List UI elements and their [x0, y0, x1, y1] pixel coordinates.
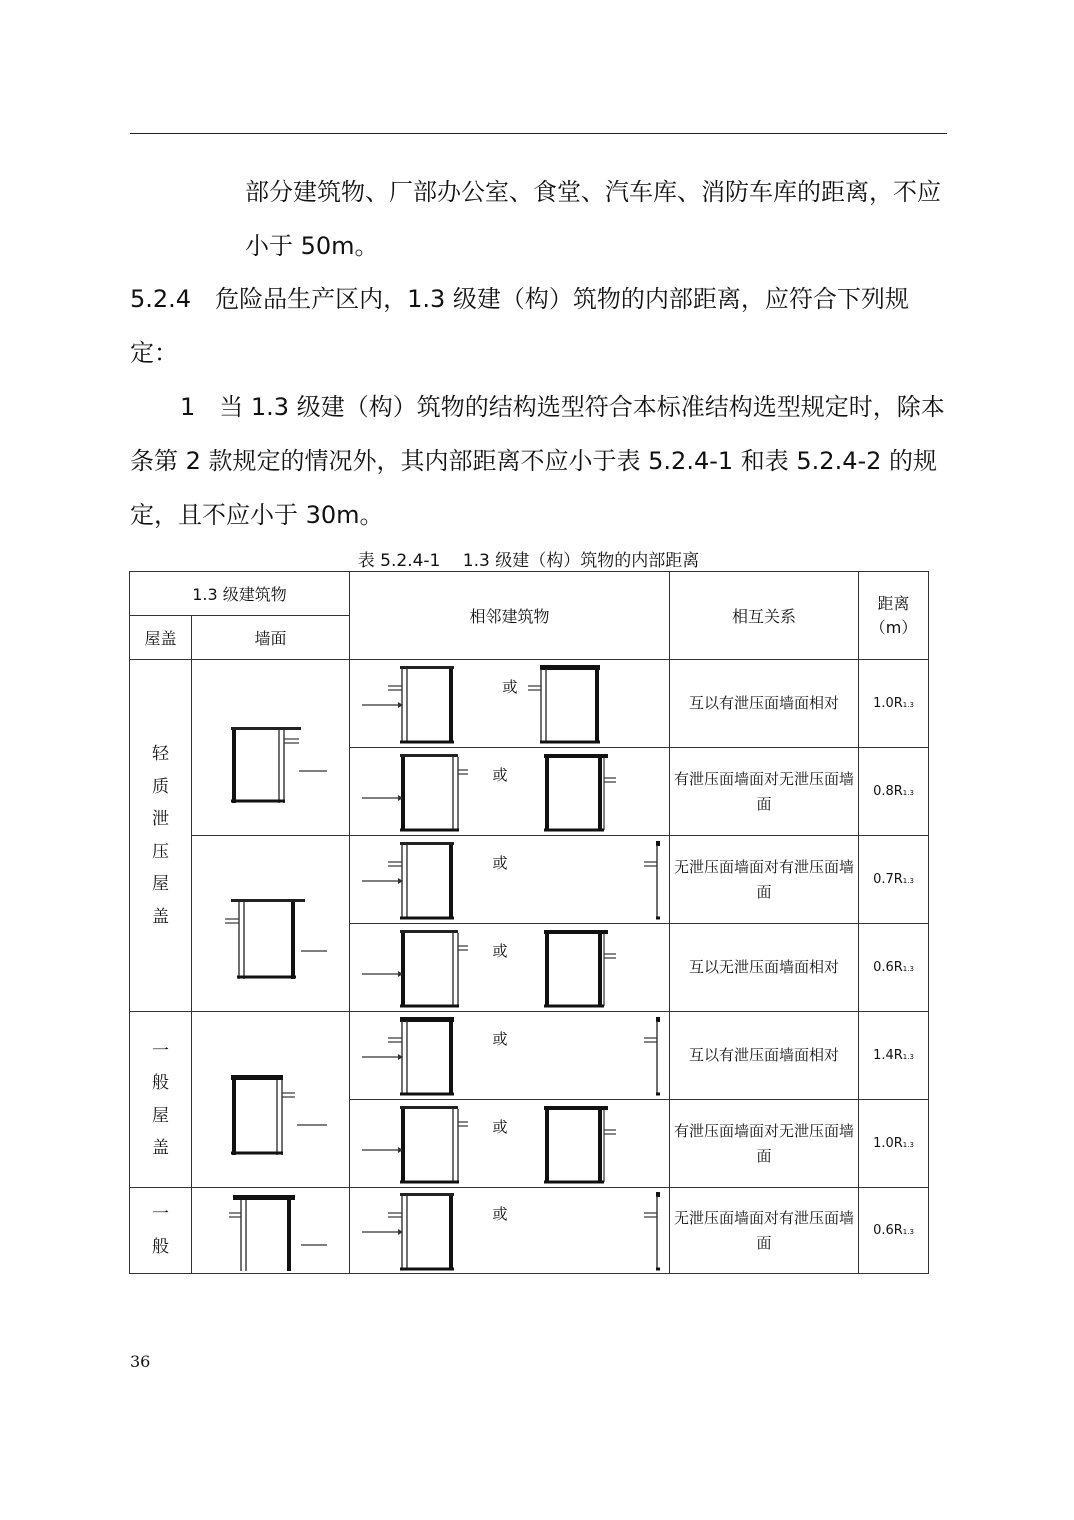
or-label: 或 — [492, 765, 508, 784]
adjacent-diagram — [350, 1012, 670, 1100]
table-caption: 表 5.2.4-1 1.3 级建（构）筑物的内部距离 — [357, 551, 700, 571]
roof-char: 轻 — [152, 744, 169, 764]
roof-group-2 — [130, 1012, 192, 1188]
page-number: 36 — [130, 1352, 151, 1371]
roof-char: 盖 — [152, 906, 169, 927]
or-label: 或 — [502, 677, 518, 696]
distance-cell: 1.4R1.3 — [859, 1012, 929, 1100]
relation-cell: 无泄压面墙面对有泄压面墙面 — [670, 836, 859, 924]
distance-cell: 0.8R1.3 — [859, 748, 929, 836]
adjacent-diagram — [350, 836, 670, 924]
wall-diagram — [192, 836, 350, 1012]
distance-cell: 1.0R1.3 — [859, 1100, 929, 1188]
wall-diagram — [192, 660, 350, 836]
adjacent-diagram — [350, 660, 670, 748]
distance-table — [129, 571, 929, 1274]
paragraph-continued: 部分建筑物、厂部办公室、食堂、汽车库、消防车库的距离，不应小于 50m。 — [245, 178, 941, 260]
distance-cell: 0.7R1.3 — [859, 836, 929, 924]
header-roof: 屋盖 — [130, 616, 192, 660]
roof-char: 屋 — [152, 1105, 169, 1126]
relation-cell: 互以有泄压面墙面相对 — [670, 1012, 859, 1100]
wall-diagram — [192, 1188, 350, 1274]
adjacent-diagram — [350, 748, 670, 836]
relation-cell: 互以有泄压面墙面相对 — [670, 660, 859, 748]
header-building-group: 1.3 级建筑物 — [130, 572, 350, 616]
header-rule — [130, 133, 947, 134]
or-label: 或 — [492, 853, 508, 872]
roof-char: 压 — [152, 841, 169, 862]
distance-cell: 0.6R1.3 — [859, 1188, 929, 1274]
roof-char: 泄 — [152, 809, 169, 829]
roof-char: 一 — [152, 1040, 169, 1061]
roof-group-1 — [130, 660, 192, 1012]
roof-group-3 — [130, 1188, 192, 1274]
adjacent-diagram — [350, 1188, 670, 1274]
roof-char: 一 — [152, 1204, 169, 1224]
or-label: 或 — [492, 1029, 508, 1048]
adjacent-diagram — [350, 1100, 670, 1188]
wall-diagram — [192, 1012, 350, 1188]
relation-cell: 无泄压面墙面对有泄压面墙面 — [670, 1188, 859, 1274]
roof-char: 般 — [152, 1236, 169, 1257]
roof-char: 盖 — [152, 1138, 169, 1158]
or-label: 或 — [492, 1204, 508, 1223]
relation-cell: 有泄压面墙面对无泄压面墙面 — [670, 748, 859, 836]
clause-5-2-4: 5.2.4 危险品生产区内，1.3 级建（构）筑物的内部距离，应符合下列规定： — [130, 285, 909, 367]
header-distance: 距离（m） — [859, 572, 929, 660]
header-adjacent: 相邻建筑物 — [350, 572, 670, 660]
roof-char: 质 — [152, 776, 169, 797]
clause-item-1: 1 当 1.3 级建（构）筑物的结构选型符合本标准结构选型规定时，除本条第 2 款规定的情况外，其内部距离不应小于表 5.2.4-1 和表 5.2.4-2 的规定，且不应小于 30m。 — [130, 393, 945, 529]
or-label: 或 — [492, 941, 508, 960]
distance-cell: 0.6R1.3 — [859, 924, 929, 1012]
header-wall: 墙面 — [192, 616, 350, 660]
roof-char: 屋 — [152, 874, 169, 894]
or-label: 或 — [492, 1117, 508, 1136]
adjacent-diagram — [350, 924, 670, 1012]
roof-char: 般 — [152, 1073, 169, 1093]
header-relation: 相互关系 — [670, 572, 859, 660]
relation-cell: 互以无泄压面墙面相对 — [670, 924, 859, 1012]
distance-cell: 1.0R1.3 — [859, 660, 929, 748]
relation-cell: 有泄压面墙面对无泄压面墙面 — [670, 1100, 859, 1188]
